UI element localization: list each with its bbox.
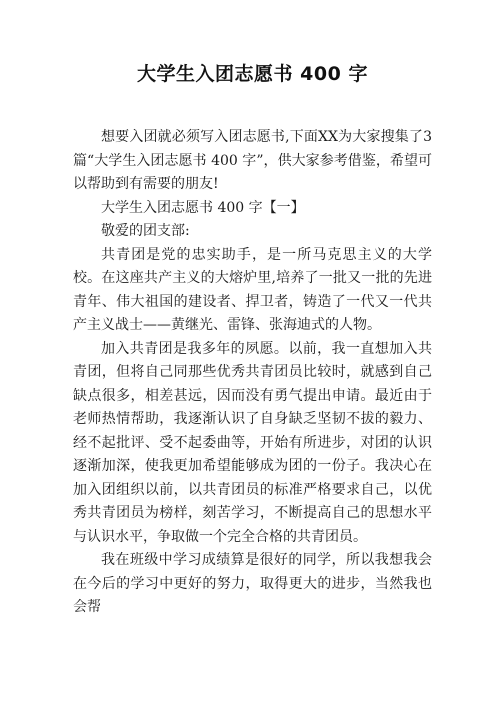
intro-paragraph: 想要入团就必须写入团志愿书,下面XX为大家搜集了3篇“大学生入团志愿书 400 字”，供大家参考借鉴，希望可以帮助到有需要的朋友! bbox=[73, 129, 432, 192]
document-title: 大学生入团志愿书 400 字 bbox=[137, 63, 368, 85]
document-body bbox=[73, 126, 432, 620]
salutation: 敬爱的团支部: bbox=[101, 223, 190, 239]
body-paragraph: 共青团是党的忠实助手，是一所马克思主义的大学校。在这座共产主义的大熔炉里,培养了一批又一批的先进青年、伟大祖国的建设者、捍卫者，铸造了一代又一代共产主义战士——黄继光、雷锋、张海迪式的人物。 bbox=[73, 246, 432, 333]
body-paragraph: 我在班级中学习成绩算是很好的同学，所以我想我会在今后的学习中更好的努力，取得更大的进步，当然我也会帮 bbox=[73, 552, 432, 615]
body-paragraph: 加入共青团是我多年的夙愿。以前，我一直想加入共青团，但将自己同那些优秀共青团员比较时，就感到自己缺点很多，相差甚远，因而没有勇气提出申请。最近由于老师热情帮助，我逐渐认识了自身缺乏坚韧不拔的毅力、经不起批评、受不起委曲等，开始有所进步，对团的认识逐渐加深，使我更加希望能够成为团的一份子。我决心在加入团组织以前，以共青团员的标准严格要求自己，以优秀共青团员为榜样，刻苦学习，不断提高自己的思想水平与认识水平，争取做一个完全合格的共青团员。 bbox=[73, 340, 432, 545]
section-heading: 大学生入团志愿书 400 字【一】 bbox=[101, 199, 305, 216]
